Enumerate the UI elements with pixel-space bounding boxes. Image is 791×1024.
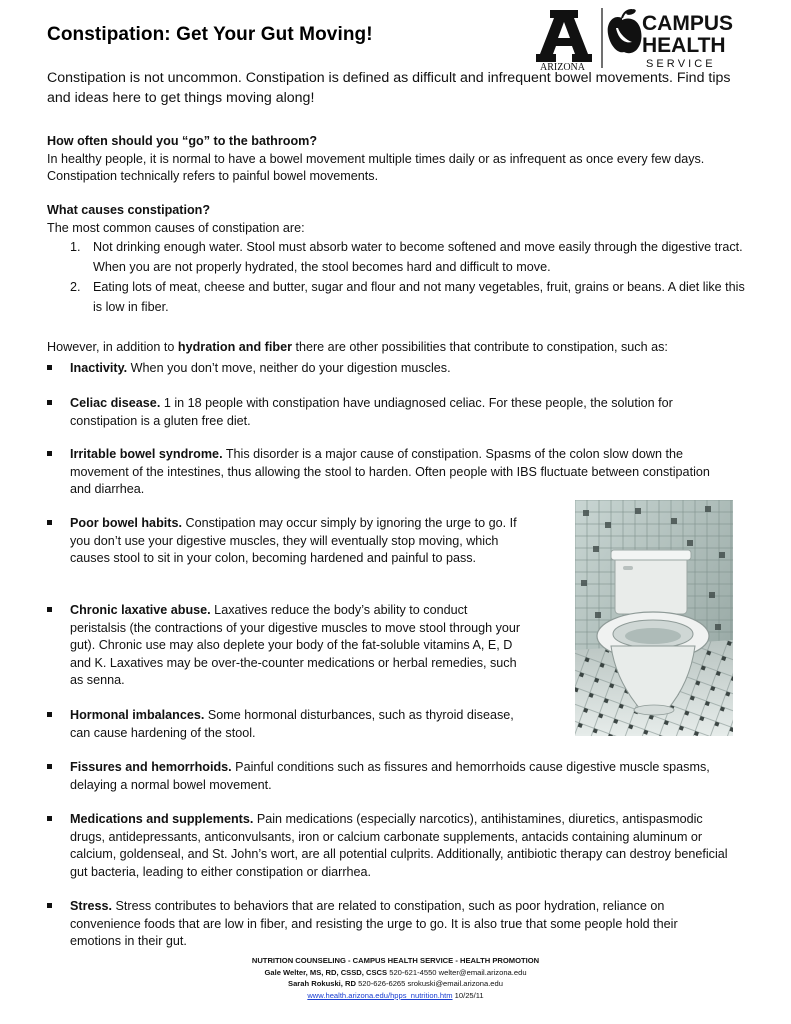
bullet-stress [47,898,717,951]
bullet-title: Stress. [70,899,113,913]
section-frequency [47,133,757,186]
bullet-text: This disorder is a major cause of constipation. Spasms of the colon slow down the movement of the intestines, thus allowing the stool to harden. Often people with IBS fluctuate between constipation and diarrhea. [70,447,710,496]
footer-contact-info: 520-626-6265 srokuski@email.arizona.edu [355,979,503,989]
list-number: 2. [70,280,81,294]
causes-list [47,237,757,317]
list-item-text: Not drinking enough water. Stool must absorb water to become softened and move easily through the digestive tract. When you are not properly hydrated, the stool becomes hard and difficult to move. [93,240,743,274]
bullet-text: Stress contributes to behaviors that are related to constipation, such as poor hydration, reliance on convenience foods that are low in fiber, and resisting the urge to go. It is also true that some people hold their emotions in their gut. [70,899,678,948]
bullet-title: Hormonal imbalances. [70,708,205,722]
list-item [47,237,757,277]
bullet-square-icon [47,712,52,717]
section-causes [47,202,757,317]
bullet-text: Pain medications (especially narcotics), antihistamines, diuretics, antispasmodic drugs, antidepressants, anticonvulsants, iron or calcium carbonate supplements, antacids containing aluminum or calcium, goldenseal, and St. John’s wort, are all potential culprits. Additionally, antibiotic therapy can destroy beneficial gut bacteria, leading to either constipation or diarrhea. [70,812,728,879]
bullet-title: Inactivity. [70,361,128,375]
intro-paragraph: Constipation is not uncommon. Constipation is defined as difficult and infrequent bowel movements. Find tips and ideas here to get things moving along! [47,70,731,106]
footer-date: 10/25/11 [452,990,484,1000]
logo-campus-text: CAMPUS [642,12,734,35]
bullet-square-icon [47,451,52,456]
bullet-fissures [47,759,717,794]
bullet-text: When you don’t move, neither do your digestion muscles. [127,361,451,375]
bullet-title: Fissures and hemorrhoids. [70,760,232,774]
bullet-square-icon [47,365,52,370]
bullet-ibs [47,446,712,499]
section-heading: What causes constipation? [47,203,211,217]
bullet-square-icon [47,520,52,525]
bullet-text: Some hormonal disturbances, such as thyroid disease, can cause hardening of the stool. [70,708,514,740]
bullet-title: Poor bowel habits. [70,516,182,530]
footer-line1: NUTRITION COUNSELING - CAMPUS HEALTH SERVICE - HEALTH PROMOTION [251,956,540,965]
bullet-title: Celiac disease. [70,396,161,410]
footer-line2 [0,967,791,979]
footer-line4 [0,990,791,1002]
bullet-title: Irritable bowel syndrome. [70,447,223,461]
bullet-text: 1 in 18 people with constipation have undiagnosed celiac. For these people, the solution for constipation is a gluten free diet. [70,396,673,428]
apple-icon [608,8,642,53]
arizona-a-logo [536,10,592,62]
page-title: Constipation: Get Your Gut Moving! [47,24,373,45]
logo-arizona-text: ARIZONA [540,62,585,72]
toilet-photo [575,500,733,736]
bullet-square-icon [47,400,52,405]
logo-service-text: S E R V I C E [646,58,713,70]
bullet-text: Constipation may occur simply by ignoring the urge to go. If you don’t use your digestive muscles, they will eventually stop moving, which causes stool to sit in your colon, becoming hardened and painful to pass. [70,516,517,565]
footer-contact-info: 520-621-4550 welter@email.arizona.edu [387,967,527,977]
bullet-poor-habits [47,515,525,568]
footer [0,955,791,1001]
list-item [47,277,757,317]
section-heading: How often should you “go” to the bathroom? [47,134,318,148]
bullet-square-icon [47,816,52,821]
list-item-text: Eating lots of meat, cheese and butter, sugar and flour and not many vegetables, fruit, grains or beans. A diet like this is low in fiber. [93,280,745,314]
section-text: In healthy people, it is normal to have a bowel movement multiple times daily or as infrequent as once every few days. Constipation technically refers to painful bowel movements. [47,151,705,183]
footer-website-link[interactable]: www.health.arizona.edu/hpps_nutrition.htm [307,990,453,1000]
list-number: 1. [70,240,81,254]
bullet-celiac [47,395,697,430]
logo-health-text: HEALTH [642,34,726,57]
footer-contact-name: Gale Welter, MS, RD, CSSD, CSCS [264,967,388,977]
bullet-hormonal [47,707,525,742]
footer-line3 [0,978,791,990]
bullet-title: Medications and supplements. [70,812,254,826]
bullet-medications [47,811,732,881]
bullet-title: Chronic laxative abuse. [70,603,211,617]
footer-contact-name: Sarah Rokuski, RD [288,979,356,989]
bullet-inactivity [47,360,747,378]
bullet-text: Painful conditions such as fissures and hemorrhoids cause digestive muscle spasms, delaying a normal bowel movement. [70,760,710,792]
section-lead: The most common causes of constipation are: [47,220,305,235]
however-text-end: there are other possibilities that contribute to constipation, such as: [291,340,668,354]
bullet-laxative [47,602,525,690]
arizona-campus-health-logo [534,4,760,72]
however-text: However, in addition to [47,340,178,354]
bullet-square-icon [47,903,52,908]
bullet-text: Laxatives reduce the body’s ability to conduct peristalsis (the contractions of your digestive muscles to move stool through your gut). Chronic use may also deplete your body of the fat-soluble vitamins A, E, D and K. Laxatives may be over-the-counter medications or herbal remedies, such as senna. [70,603,521,687]
however-paragraph [47,339,757,357]
bullet-square-icon [47,607,52,612]
however-bold: hydration and fiber [177,340,292,354]
bullet-square-icon [47,764,52,769]
